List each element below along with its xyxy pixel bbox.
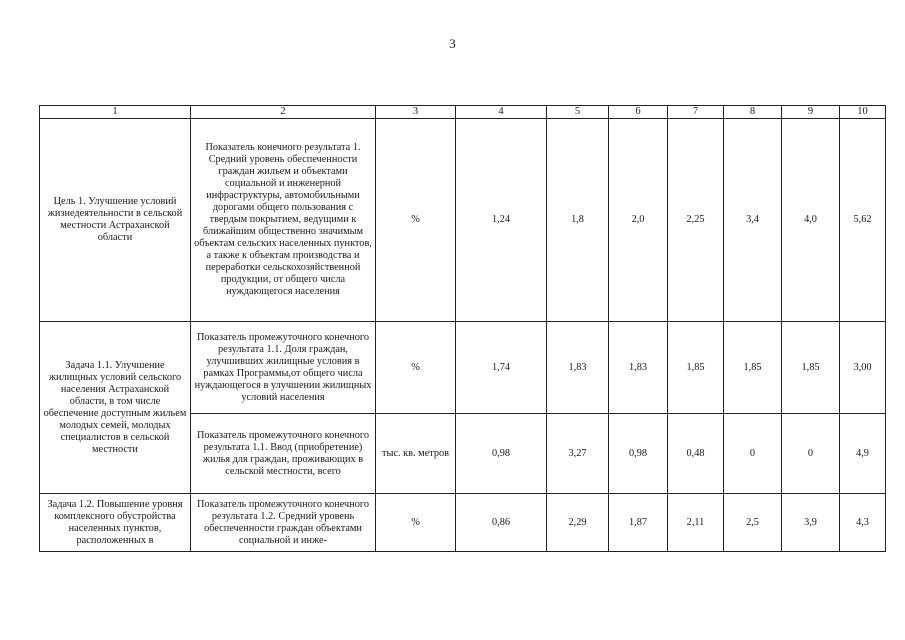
value-cell: 1,83 [547, 322, 609, 414]
value-cell: 3,27 [547, 414, 609, 494]
column-header: 6 [609, 106, 668, 119]
indicators-table [39, 105, 886, 552]
value-cell: 0 [724, 414, 782, 494]
table-row [40, 494, 886, 552]
unit-cell: % [376, 322, 456, 414]
value-cell: 0,98 [456, 414, 547, 494]
value-cell: 2,29 [547, 494, 609, 552]
table-row [40, 119, 886, 322]
column-header: 3 [376, 106, 456, 119]
goal-cell: Цель 1. Улучшение условий жизнедеятельности в сельской местности Астраханской области [40, 119, 191, 322]
indicator-cell: Показатель промежуточного конечного результата 1.2. Средний уровень обеспеченности граждан объектами социальной и инже- [191, 494, 376, 552]
value-cell: 1,85 [668, 322, 724, 414]
unit-cell: тыс. кв. метров [376, 414, 456, 494]
goal-cell: Задача 1.2. Повышение уровня комплексного обустройства населенных пунктов, расположенных в [40, 494, 191, 552]
value-cell: 2,25 [668, 119, 724, 322]
value-cell: 0,86 [456, 494, 547, 552]
value-cell: 1,83 [609, 322, 668, 414]
unit-cell: % [376, 119, 456, 322]
column-header: 1 [40, 106, 191, 119]
value-cell: 2,5 [724, 494, 782, 552]
value-cell: 0,98 [609, 414, 668, 494]
table-row [40, 322, 886, 414]
value-cell: 3,00 [840, 322, 886, 414]
table-header-row [40, 106, 886, 119]
value-cell: 3,4 [724, 119, 782, 322]
column-header: 7 [668, 106, 724, 119]
column-header: 5 [547, 106, 609, 119]
value-cell: 1,8 [547, 119, 609, 322]
value-cell: 1,87 [609, 494, 668, 552]
value-cell: 4,0 [782, 119, 840, 322]
value-cell: 2,0 [609, 119, 668, 322]
page-number: 3 [449, 36, 456, 51]
value-cell: 3,9 [782, 494, 840, 552]
unit-cell: % [376, 494, 456, 552]
column-header: 2 [191, 106, 376, 119]
value-cell: 1,85 [724, 322, 782, 414]
value-cell: 1,74 [456, 322, 547, 414]
value-cell: 2,11 [668, 494, 724, 552]
indicator-cell: Показатель промежуточного конечного результата 1.1. Доля граждан, улучшивших жилищные условия в рамках Программы,от общего числа нуждающегося в улучшении жилищных условий населения [191, 322, 376, 414]
indicator-cell: Показатель конечного результата 1. Средний уровень обеспеченности граждан жильем и объектами социальной и инженерной инфраструктуры, автомобильными дорогами общего пользования с твердым покрытием, ведущими к ближайшим общественно значимым объектам сельских населенных пунктов, а также к объектам производства и переработки сельскохозяйственной продукции, от общего числа нуждающегося населения [191, 119, 376, 322]
value-cell: 0 [782, 414, 840, 494]
column-header: 10 [840, 106, 886, 119]
goal-cell: Задача 1.1. Улучшение жилищных условий сельского населения Астраханской области, в том числе обеспечение доступным жильем молодых семей, молодых специалистов в сельской местности [40, 322, 191, 494]
value-cell: 5,62 [840, 119, 886, 322]
value-cell: 4,3 [840, 494, 886, 552]
value-cell: 0,48 [668, 414, 724, 494]
column-header: 9 [782, 106, 840, 119]
value-cell: 1,85 [782, 322, 840, 414]
column-header: 8 [724, 106, 782, 119]
value-cell: 4,9 [840, 414, 886, 494]
indicator-cell: Показатель промежуточного конечного результата 1.1. Ввод (приобретение) жилья для граждан, проживающих в сельской местности, всего [191, 414, 376, 494]
value-cell: 1,24 [456, 119, 547, 322]
column-header: 4 [456, 106, 547, 119]
